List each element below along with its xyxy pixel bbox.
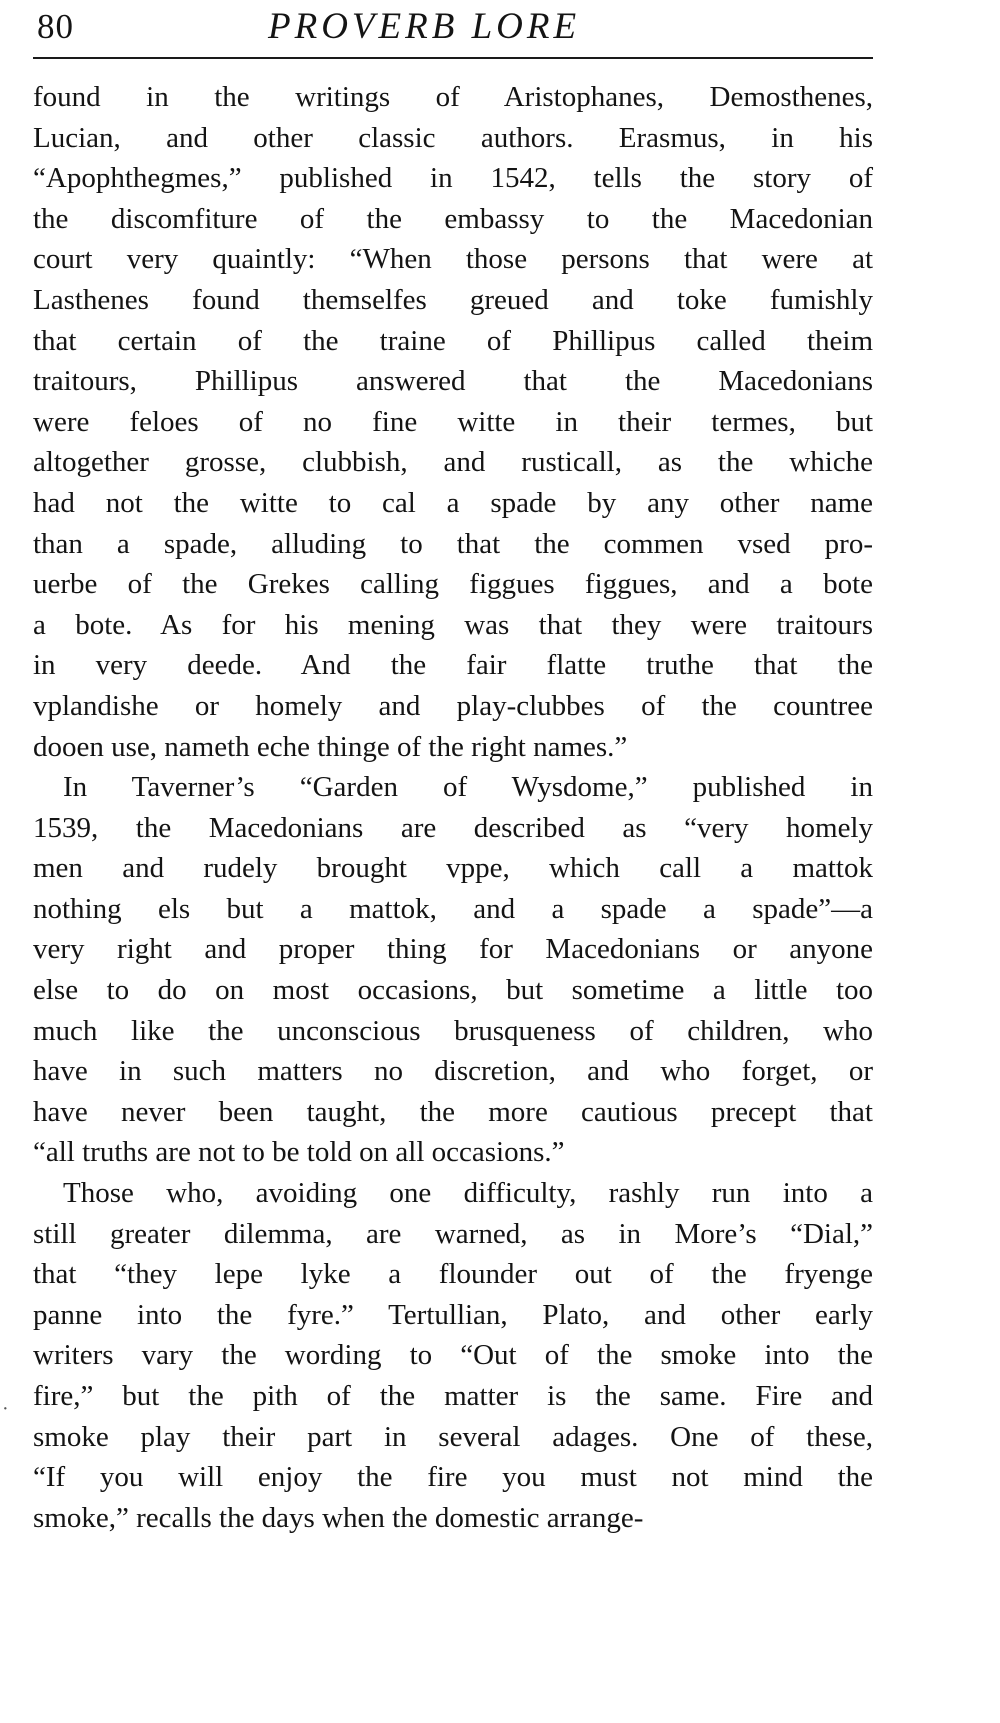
text-line: that “they lepe lyke a flounder out of the fryenge xyxy=(33,1258,873,1291)
text-line: vplandishe or homely and play-clubbes of the countree xyxy=(33,689,873,722)
text-line: Those who, avoiding one difficulty, rashly run into a xyxy=(63,1177,873,1210)
text-line: that certain of the traine of Phillipus called theim xyxy=(33,324,873,357)
text-line: else to do on most occasions, but sometime a little too xyxy=(33,974,873,1007)
text-line: Lucian, and other classic authors. Erasmus, in his xyxy=(33,121,873,154)
text-line: much like the unconscious brusqueness of children, who xyxy=(33,1014,873,1047)
page-header xyxy=(33,4,873,50)
text-line: nothing els but a mattok, and a spade a spade”—a xyxy=(33,892,873,925)
text-line: have in such matters no discretion, and who forget, or xyxy=(33,1055,873,1088)
margin-mark: · xyxy=(2,1398,9,1420)
page-number: 80 xyxy=(37,7,74,46)
text-line: fire,” but the pith of the matter is the same. Fire and xyxy=(33,1380,873,1412)
text-line: Lasthenes found themselfes greued and toke fumishly xyxy=(33,283,873,316)
text-line: men and rudely brought vppe, which call a mattok xyxy=(33,852,873,885)
text-line: court very quaintly: “When those persons that were at xyxy=(33,243,873,276)
text-line: altogether grosse, clubbish, and rusticall, as the whiche xyxy=(33,446,873,479)
text-line: have never been taught, the more cautious precept that xyxy=(33,1095,873,1128)
text-line: “If you will enjoy the fire you must not mind the xyxy=(33,1461,873,1494)
text-line: a bote. As for his mening was that they were traitours xyxy=(33,608,873,641)
text-line: had not the witte to cal a spade by any other name xyxy=(33,486,873,519)
text-line: smoke play their part in several adages. One of these, xyxy=(33,1420,873,1453)
text-line: were feloes of no fine witte in their termes, but xyxy=(33,405,873,438)
text-line: the discomfiture of the embassy to the Macedonian xyxy=(33,202,873,235)
text-line: “all truths are not to be told on all occasions.” xyxy=(33,1136,565,1169)
text-line: than a spade, alluding to that the commen vsed pro- xyxy=(33,527,873,560)
text-line: smoke,” recalls the days when the domestic arrange- xyxy=(33,1501,644,1534)
paragraph xyxy=(33,1173,873,1538)
text-line: 1539, the Macedonians are described as “very homely xyxy=(33,811,873,844)
text-line: very right and proper thing for Macedonians or anyone xyxy=(33,933,873,966)
paragraph xyxy=(33,767,873,1173)
text-line: traitours, Phillipus answered that the Macedonians xyxy=(33,365,873,398)
running-title: PROVERB LORE xyxy=(268,6,581,47)
header-rule xyxy=(33,57,873,59)
text-line: in very deede. And the fair flatte truthe that the xyxy=(33,649,873,682)
body-text xyxy=(33,77,873,1538)
paragraph xyxy=(33,77,873,767)
text-line: still greater dilemma, are warned, as in More’s “Dial,” xyxy=(33,1217,873,1250)
text-line: uerbe of the Grekes calling figgues figgues, and a bote xyxy=(33,568,873,601)
book-page xyxy=(2,0,873,1723)
text-line: writers vary the wording to “Out of the smoke into the xyxy=(33,1339,873,1372)
text-line: In Taverner’s “Garden of Wysdome,” published in xyxy=(63,771,873,804)
text-line: “Apophthegmes,” published in 1542, tells the story of xyxy=(33,162,873,195)
text-line: panne into the fyre.” Tertullian, Plato, and other early xyxy=(33,1298,873,1331)
text-line: found in the writings of Aristophanes, Demosthenes, xyxy=(33,81,873,113)
text-line: dooen use, nameth eche thinge of the right names.” xyxy=(33,730,628,763)
